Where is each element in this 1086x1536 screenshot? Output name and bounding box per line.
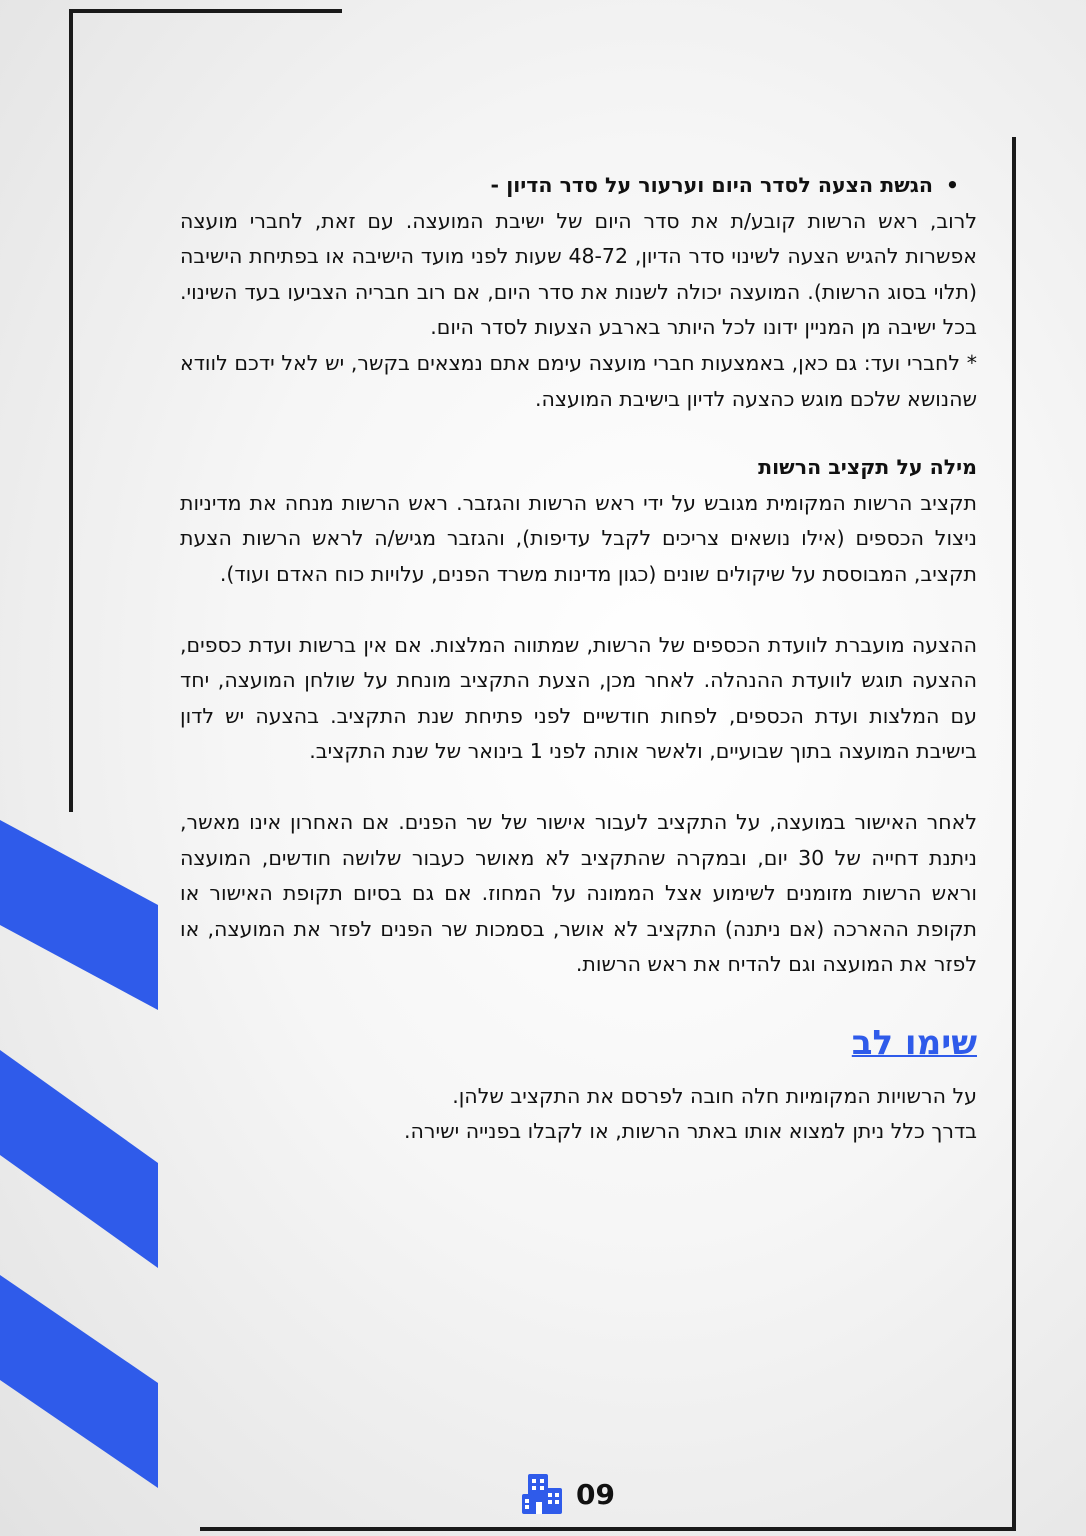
budget-paragraph-3: לאחר האישור במועצה, על התקציב לעבור אישור של שר הפנים. אם האחרון אינו מאשר, ניתנת דחייה של 30 יום, ובמקרה שהתקציב לא מאושר כעבור שלושה חודשים, המועצה וראש הרשות מזומנים לשימוע אצל הממונה על המחוז. אם גם בסיום תקופת האישור או תקופת ההארכה (אם ניתנה) התקציב לא אושר, בסמכות שר הפנים לפזר את המועצה, או לפזר את המועצה וגם להדיח את ראש הרשות. xyxy=(180,809,977,977)
budget-paragraph-2: ההצעה מועברת לוועדת הכספים של הרשות, שמתווה המלצות. אם אין ברשות ועדת כספים, ההצעה תוגש לוועדת ההנהלה. לאחר מכן, הצעת התקציב מונחת על שולחן המועצה, יחד עם המלצות ועדת הכספים, לפחות חודשיים לפני פתיחת שנת התקציב. בהצעה יש לדון בישיבת המועצה בתוך שבועיים, ולאשר אותה לפני 1 בינואר של שנת התקציב. xyxy=(180,632,977,764)
budget-section-title: מילה על תקציב הרשות xyxy=(758,455,977,480)
agenda-body: לרוב, ראש הרשות קובע/ת את סדר היום של ישיבת המועצה. עם זאת, לחברי מועצה אפשרות להגיש הצעה לשינוי סדר הדיון, 48-72 שעות לפני מועד הישיבה או בפתיחת הישיבה (תלוי בסוג הרשות). המועצה יכולה לשנות את סדר היום, אם רוב חבריה הצביעו בעד השינוי. בכל ישיבה מן המניין ידונו לכל היותר בארבע הצעות לסדר היום. xyxy=(180,208,978,340)
city-buildings-icon xyxy=(520,1472,564,1516)
frame-top-left-vertical xyxy=(69,9,73,812)
frame-bottom-right-horizontal xyxy=(200,1527,1016,1531)
agenda-section-title xyxy=(180,168,977,204)
blue-stripe xyxy=(0,1275,158,1488)
budget-paragraph-1: תקציב הרשות המקומית מגובש על ידי ראש הרשות והגזבר. ראש הרשות מנחה את מדיניות ניצול הכספים (אילו נושאים צריכים לקבל עדיפות), והגזבר מגיש/ה לראש הרשות הצעת תקציב, המבוססת על שיקולים שונים (כגון מדינות משרד הפנים, עלויות כוח האדם ועוד). xyxy=(180,490,977,586)
blue-stripe xyxy=(0,820,158,1010)
attention-line-2: בדרך כלל ניתן למצוא אותו באתר הרשות, או לקבלו בפנייה ישירה. xyxy=(404,1119,977,1144)
agenda-title-text: הגשת הצעה לסדר היום וערעור על סדר הדיון - xyxy=(490,173,933,197)
agenda-note: * לחברי ועד: גם כאן, באמצעות חברי מועצה עימם אתם נמצאים בקשר, יש לאל ידכם לוודא שהנושא שלכם מוגש כהצעה לדיון בישיבת המועצה. xyxy=(180,350,977,411)
frame-top-left-horizontal xyxy=(69,9,342,13)
bullet-icon: • xyxy=(945,173,959,197)
attention-line-1: על הרשויות המקומיות חלה חובה לפרסם את התקציב שלהן. xyxy=(452,1083,977,1108)
blue-stripe xyxy=(0,1050,158,1268)
page-footer xyxy=(520,1471,615,1517)
page-content xyxy=(180,168,977,1150)
page-number: 09 xyxy=(576,1477,615,1511)
attention-heading: שימו לב xyxy=(851,1022,977,1063)
frame-bottom-right-vertical xyxy=(1012,137,1016,1531)
